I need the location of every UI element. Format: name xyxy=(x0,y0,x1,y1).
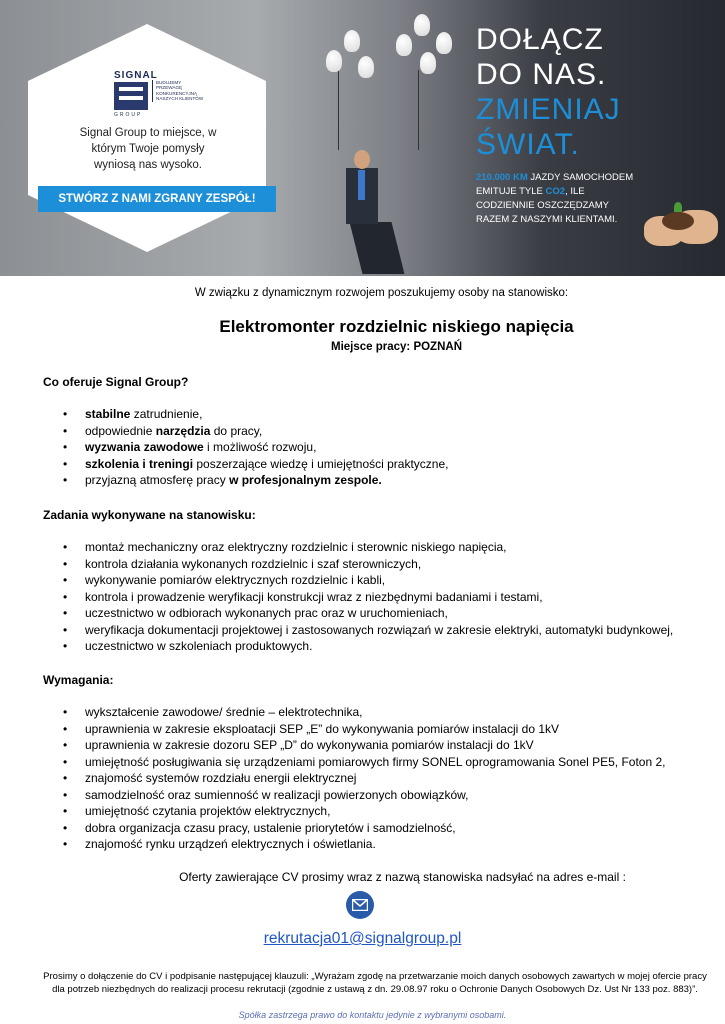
list-item: • samodzielność oraz sumienność w realizacji powierzonych obowiązków, xyxy=(43,787,666,804)
co2-claim xyxy=(476,171,636,227)
figure-head xyxy=(354,150,370,169)
list-item: • znajomość systemów rozdziału energii elektrycznej xyxy=(43,770,666,787)
figure-legs xyxy=(350,222,405,274)
headline-line: DOŁĄCZ xyxy=(476,23,604,56)
rope xyxy=(418,70,419,150)
list-item: • umiejętność czytania projektów elektrycznych, xyxy=(43,803,666,820)
figure-tie xyxy=(358,170,365,200)
lightbulb-icon xyxy=(414,14,430,36)
sprout-icon xyxy=(674,202,682,212)
logo-group-text: GROUP xyxy=(114,112,143,118)
logo-mark-icon xyxy=(114,82,148,110)
list-item: • uprawnienia w zakresie eksploatacji SEP „E” do wykonywania pomiarów instalacji do 1kV xyxy=(43,721,666,738)
item-text: i możliwość rozwoju, xyxy=(203,440,317,454)
headline-line: ZMIENIAJ xyxy=(476,93,621,126)
logo-wordmark: SIGNAL xyxy=(114,70,158,81)
requirements-list xyxy=(43,704,666,853)
email-address[interactable]: rekrutacja01@signalgroup.pl xyxy=(263,930,462,947)
list-item xyxy=(43,472,448,489)
item-bold: szkolenia i treningi xyxy=(85,456,194,471)
headline xyxy=(476,22,606,92)
lightbulb-icon xyxy=(420,52,436,74)
logo-tagline: BUDUJEMY PRZEWAGĘ KONKURENCYJNĄ NASZYCH KLIENTÓW xyxy=(152,80,208,102)
offer-heading: Co oferuje Signal Group? xyxy=(43,375,189,389)
claim-highlight: 210.000 KM xyxy=(476,172,528,183)
item-text: poszerzające wiedzę i umiejętności praktyczne, xyxy=(193,456,449,471)
item-bold: narzędzia xyxy=(155,423,211,438)
item-bold: wyzwania zawodowe xyxy=(85,440,204,454)
list-item: • wykształcenie zawodowe/ średnie – elektrotechnika, xyxy=(43,704,666,721)
list-item xyxy=(43,439,448,456)
intro-text: W związku z dynamicznym rozwojem poszukujemy osoby na stanowisko: xyxy=(194,287,569,299)
tasks-list xyxy=(43,539,673,655)
item-text: zatrudnienie, xyxy=(130,407,203,421)
lightbulb-icon xyxy=(358,56,374,78)
lightbulb-icon xyxy=(326,50,342,72)
list-item: • umiejętność posługiwania się urządzeniami pomiarowych firmy SONEL oprogramowania Sonel PE5, Foton 2, xyxy=(43,754,666,771)
email-link[interactable] xyxy=(0,930,725,948)
list-item: • kontrola i prowadzenie weryfikacji konstrukcji wraz z niezbędnymi badaniami i testami, xyxy=(43,589,673,606)
work-place: Miejsce pracy: POZNAŃ xyxy=(330,341,462,353)
headline-accent xyxy=(476,92,621,162)
headline-line: DO NAS. xyxy=(476,58,607,91)
lightbulb-icon xyxy=(436,32,452,54)
list-item: • kontrola działania wykonanych rozdzielnic i szaf sterowniczych, xyxy=(43,556,673,573)
item-text: odpowiednie xyxy=(85,423,156,438)
soil xyxy=(662,212,694,230)
list-item xyxy=(43,406,448,423)
list-item: • uczestnictwo w odbiorach wykonanych prac oraz w uruchomieniach, xyxy=(43,605,673,622)
list-item: • wykonywanie pomiarów elektrycznych rozdzielnic i kabli, xyxy=(43,572,673,589)
hexagon-text: Signal Group to miejsce, w którym Twoje pomysły wyniosą nas wysoko. xyxy=(79,127,217,171)
contact-note: Spółka zastrzega prawo do kontaktu jedynie z wybranymi osobami. xyxy=(238,1010,507,1020)
man-with-lightbulbs-illustration xyxy=(318,10,458,276)
requirements-heading: Wymagania: xyxy=(43,673,114,687)
item-bold: w profesjonalnym zespole. xyxy=(229,473,382,487)
list-item xyxy=(43,423,448,440)
cta-banner-button: STWÓRZ Z NAMI ZGRANY ZESPÓŁ! xyxy=(38,186,276,212)
lightbulb-icon xyxy=(396,34,412,56)
list-item: • weryfikacja dokumentacji projektowej i zastosowanych rozwiązań w zakresie elektryki, automatyki budynkowej, xyxy=(43,622,673,639)
headline-line: ŚWIAT. xyxy=(476,128,580,161)
recruitment-banner xyxy=(0,0,725,276)
claim-co2: CO2 xyxy=(545,186,566,197)
hands-with-sprout-illustration xyxy=(640,190,720,260)
claim-text: JAZDY SAMOCHODEM EMITUJE TYLE xyxy=(476,172,634,197)
lightbulb-icon xyxy=(344,30,360,52)
list-item: • dobra organizacja czasu pracy, ustalenie priorytetów i samodzielność, xyxy=(43,820,666,837)
gdpr-clause: Prosimy o dołączenie do CV i podpisanie następującej klauzuli: „Wyrażam zgodę na przetwarzanie moich danych osobowych zawartych w mojej ofercie pracy dla potrzeb niezbędnych do realizacji procesu rekrutacji (zgodnie z ustawą z dn. 29.08.97 roku o Ochronie Danych Osobowych Dz. Ust Nr 133 poz. 883)”. xyxy=(43,971,707,995)
list-item: • uczestnictwo w szkoleniach produktowych. xyxy=(43,638,673,655)
signal-group-logo xyxy=(114,70,204,122)
list-item: • znajomość rynku urządzeń elektrycznych i oświetlania. xyxy=(43,836,666,853)
item-bold: stabilne xyxy=(85,407,131,421)
envelope-icon[interactable] xyxy=(346,891,374,919)
apply-instructions: Oferty zawierające CV prosimy wraz z nazwą stanowiska nadsyłać na adres e-mail : xyxy=(179,870,626,884)
item-text: przyjazną atmosferę pracy xyxy=(85,473,230,487)
item-text: do pracy, xyxy=(210,423,263,438)
rope xyxy=(338,70,339,150)
job-title: Elektromonter rozdzielnic niskiego napięcia xyxy=(219,317,574,336)
tasks-heading: Zadania wykonywane na stanowisku: xyxy=(43,508,256,522)
list-item: • montaż mechaniczny oraz elektryczny rozdzielnic i sterownic niskiego napięcia, xyxy=(43,539,673,556)
claim-text: , ILE CODZIENNIE OSZCZĘDZAMY RAZEM Z NASZYMI KLIENTAMI. xyxy=(476,186,618,225)
list-item: • uprawnienia w zakresie dozoru SEP „D” do wykonywania pomiarów instalacji do 1kV xyxy=(43,737,666,754)
offer-list xyxy=(43,406,448,489)
list-item xyxy=(43,456,448,473)
